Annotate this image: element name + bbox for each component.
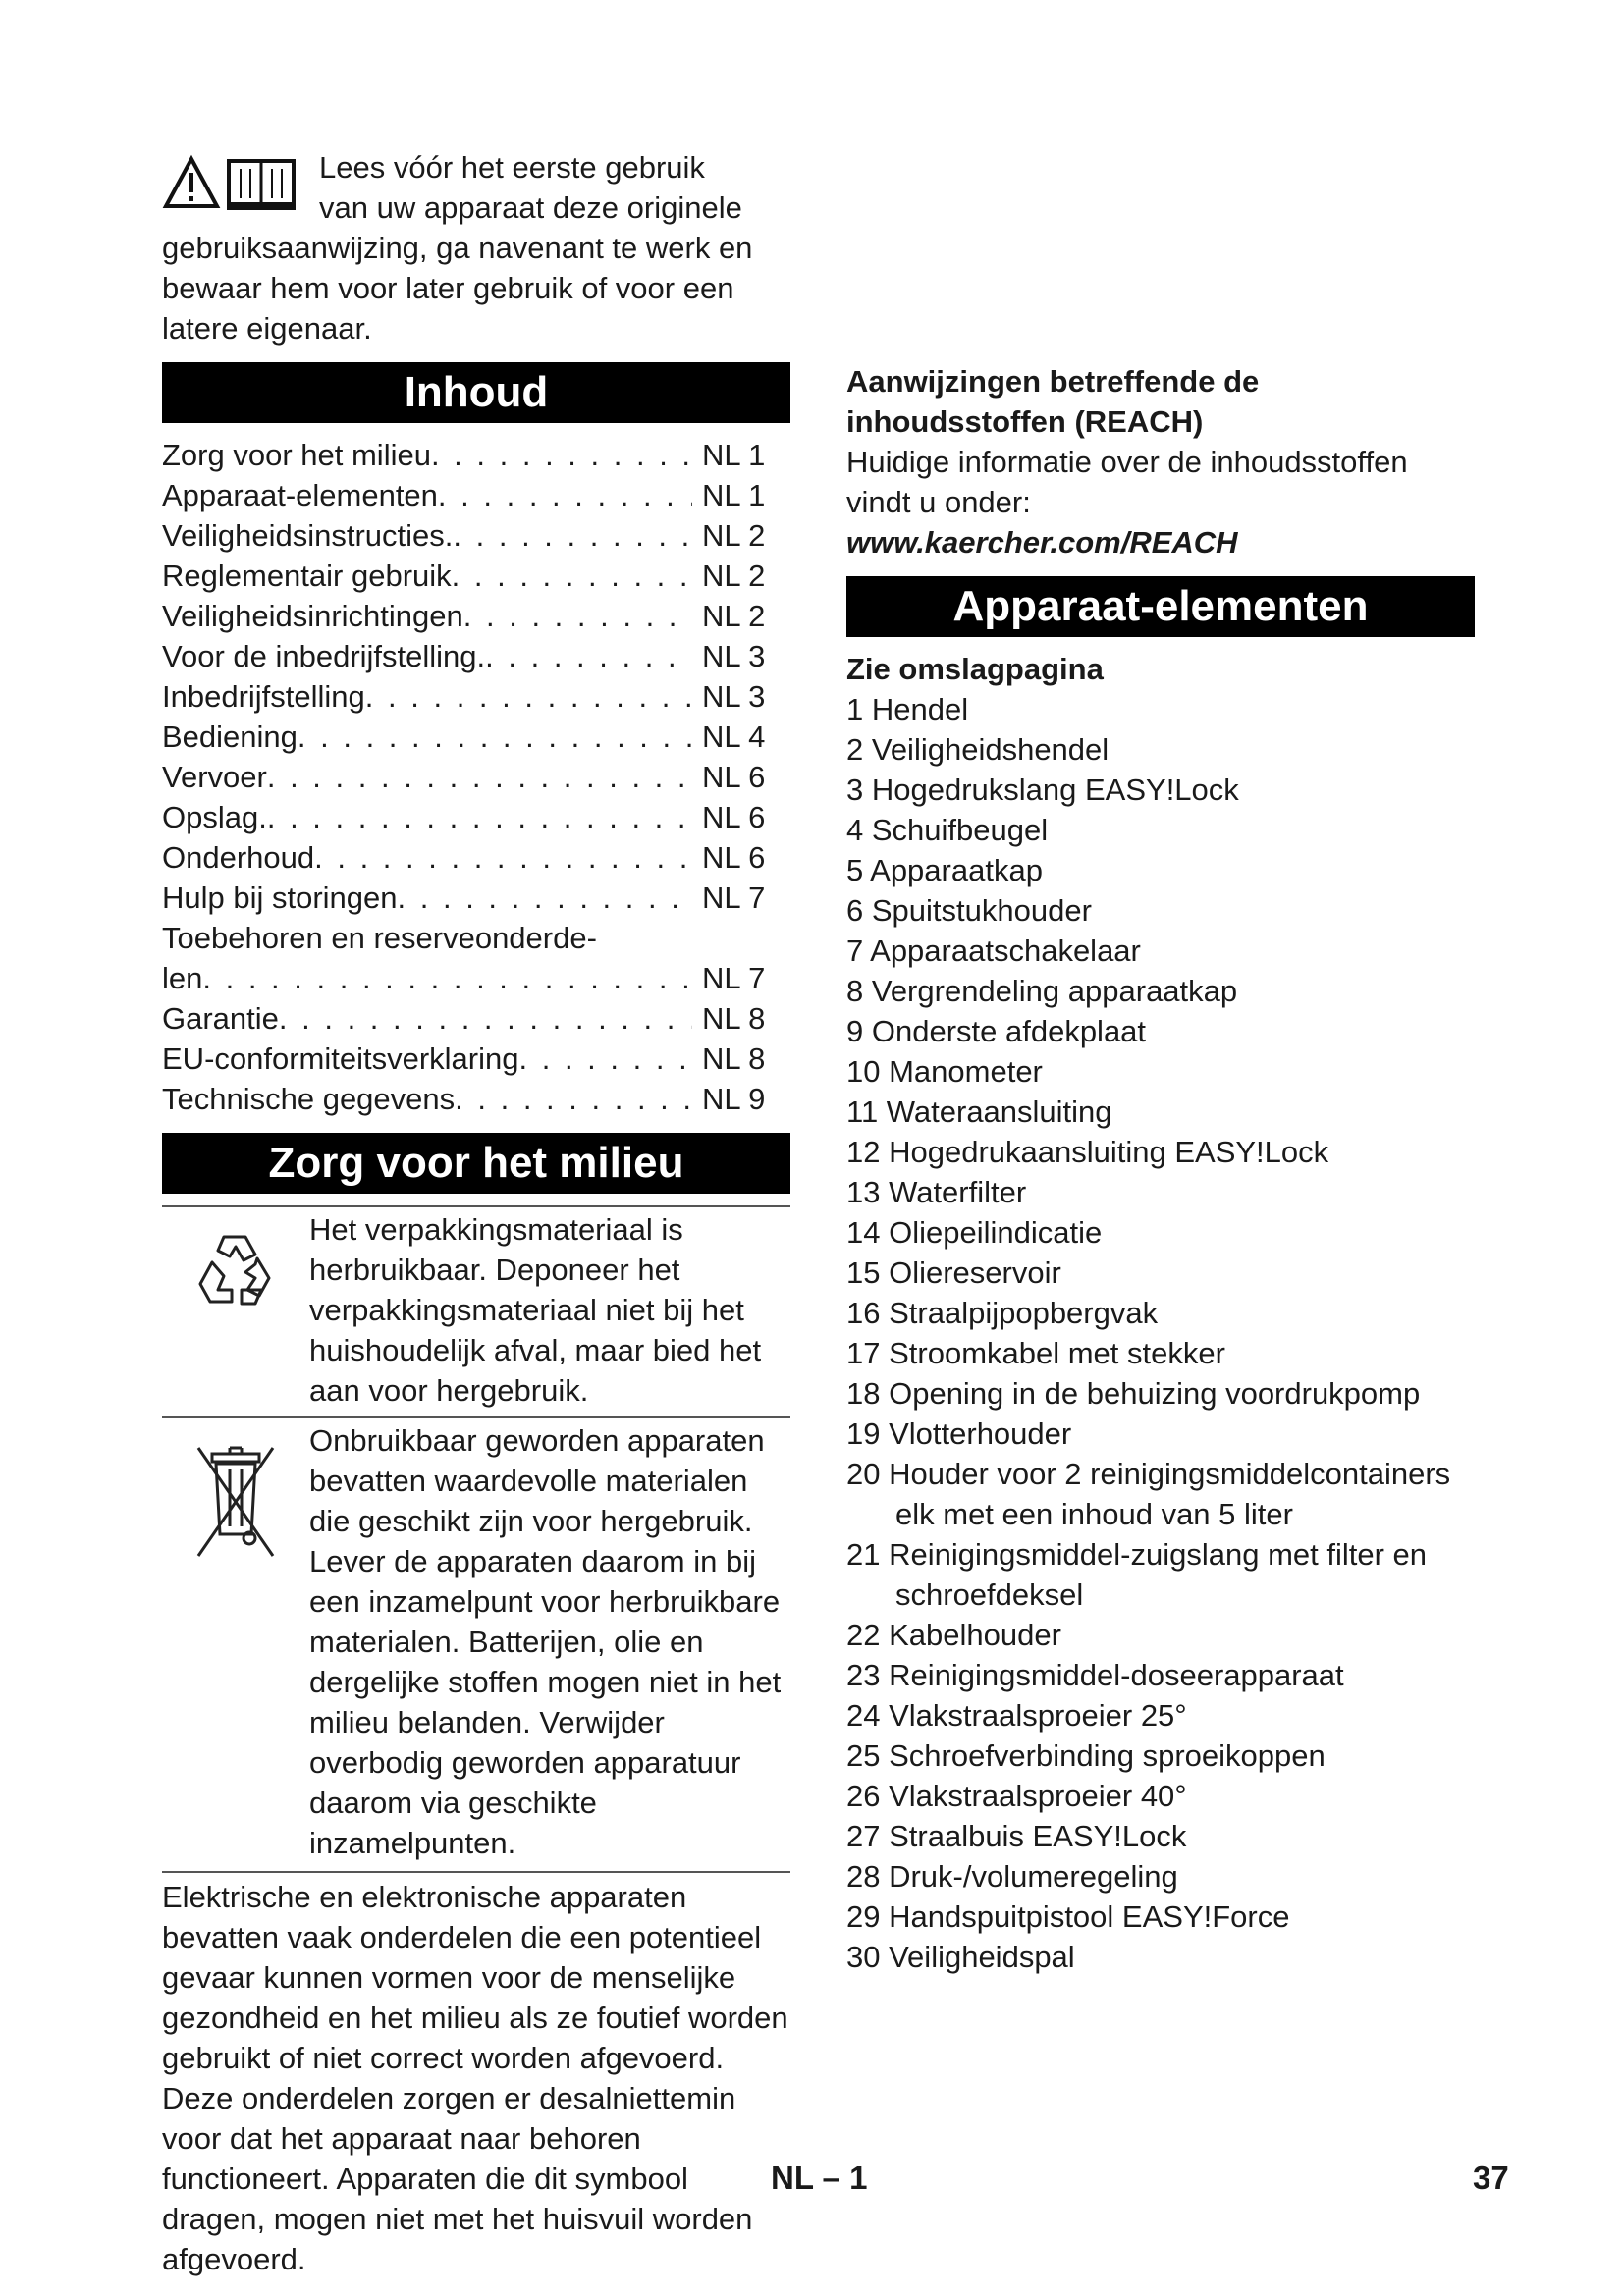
- intro-line-2: van uw apparaat deze originele: [319, 190, 742, 225]
- manual-book-icon: [227, 161, 296, 208]
- toc-entry[interactable]: [162, 878, 790, 918]
- elements-list: [846, 689, 1475, 1977]
- list-item: 17 Stroomkabel met stekker: [846, 1336, 1225, 1370]
- crossed-bin-icon: [187, 1440, 285, 1568]
- divider: [162, 1871, 790, 1873]
- list-item: 16 Straalpijpopbergvak: [846, 1296, 1159, 1330]
- elements-subheading: Zie omslagpagina: [846, 652, 1104, 686]
- list-item: 7 Apparaatschakelaar: [846, 934, 1141, 968]
- toc-entry[interactable]: [162, 837, 790, 878]
- toc-entry-title: EU-conformiteitsverklaring: [162, 1041, 519, 1076]
- toc-entry[interactable]: [162, 918, 790, 958]
- list-item: 27 Straalbuis EASY!Lock: [846, 1819, 1187, 1853]
- toc-entry[interactable]: [162, 1039, 790, 1079]
- right-column: [846, 361, 1475, 1977]
- toc-entry-title: Inbedrijfstelling: [162, 679, 365, 714]
- toc-entry-page: NL 9: [702, 1082, 766, 1116]
- left-column: [162, 147, 790, 2279]
- toc-entry[interactable]: [162, 596, 790, 636]
- list-item: 10 Manometer: [846, 1054, 1043, 1089]
- list-item: 3 Hogedrukslang EASY!Lock: [846, 773, 1239, 807]
- list-item: 11 Wateraansluiting: [846, 1095, 1112, 1129]
- toc-entry-page: NL 2: [702, 599, 766, 633]
- packaging-notice: [162, 1205, 790, 1416]
- list-item: 28 Druk-/volumeregeling: [846, 1859, 1178, 1894]
- warning-manual-icon: [162, 153, 309, 214]
- electronics-text: Elektrische en elektronische apparaten bevatten vaak onderdelen die een potentieel gevaar kunnen vormen voor de menselijke gezondheid en het milieu als ze foutief worden gebruikt of niet correct worden afgevoerd. Deze onderdelen zorgen er desalniettemin voor dat het apparaat naar behoren functioneert. Apparaten die dit symbool dragen, mogen niet met het huisvuil worden afgevoerd.: [162, 1880, 788, 2276]
- list-item: 23 Reinigingsmiddel-doseerapparaat: [846, 1658, 1344, 1692]
- toc-entry[interactable]: [162, 797, 790, 837]
- toc-heading: Inhoud: [162, 362, 790, 423]
- list-item: 5 Apparaatkap: [846, 853, 1043, 887]
- toc-entry[interactable]: [162, 757, 790, 797]
- toc-entry-page: NL 1: [702, 478, 766, 512]
- list-item: 24 Vlakstraalsproeier 25°: [846, 1698, 1187, 1733]
- list-item: 26 Vlakstraalsproeier 40°: [846, 1779, 1187, 1813]
- toc-entry-page: NL 8: [702, 1001, 766, 1036]
- toc-entry[interactable]: [162, 636, 790, 676]
- toc-entry-title: Garantie: [162, 1001, 279, 1036]
- list-item: 12 Hogedrukaansluiting EASY!Lock: [846, 1135, 1329, 1169]
- toc-entry-title: Voor de inbedrijfstelling.: [162, 639, 486, 673]
- toc-entry[interactable]: [162, 1079, 790, 1119]
- toc-entry-page: NL 2: [702, 559, 766, 593]
- disposal-notice: [162, 1416, 790, 1869]
- toc-entry-page: NL 7: [702, 961, 766, 995]
- environment-heading: Zorg voor het milieu: [162, 1133, 790, 1194]
- toc-entry-page: NL 6: [702, 840, 766, 875]
- toc-entry[interactable]: [162, 435, 790, 475]
- toc-entry-page: NL 3: [702, 679, 766, 714]
- reach-heading: Aanwijzingen betreffende de inhoudsstoffen (REACH): [846, 364, 1260, 439]
- toc-entry-page: NL 6: [702, 800, 766, 834]
- list-item: 30 Veiligheidspal: [846, 1940, 1075, 1974]
- toc-entry-title: Onderhoud: [162, 840, 315, 875]
- reach-text: Huidige informatie over de inhoudsstoffen vindt u onder:: [846, 445, 1408, 519]
- list-item: 25 Schroefverbinding sproeikoppen: [846, 1738, 1326, 1773]
- list-item: 18 Opening in de behuizing voordrukpomp: [846, 1376, 1421, 1411]
- toc-entry[interactable]: [162, 958, 790, 998]
- toc-entry-page: NL 4: [702, 720, 766, 754]
- toc-entry-title: Bediening: [162, 720, 298, 754]
- toc-entry-title: Reglementair gebruik: [162, 559, 452, 593]
- list-item: 20 Houder voor 2 reinigingsmiddelcontainers elk met een inhoud van 5 liter: [846, 1457, 1451, 1531]
- toc-entry-title: Veiligheidsinstructies.: [162, 518, 454, 553]
- intro-notice: [162, 147, 790, 348]
- toc-entry-page: NL 3: [702, 639, 766, 673]
- toc-entry-title: Veiligheidsinrichtingen: [162, 599, 463, 633]
- recycle-icon: [187, 1229, 285, 1317]
- toc-entry-page: NL 8: [702, 1041, 766, 1076]
- toc-entry-title: Toebehoren en reserveonderde-: [162, 921, 597, 955]
- toc-entry[interactable]: [162, 676, 790, 717]
- list-item: 4 Schuifbeugel: [846, 813, 1049, 847]
- toc-entry-title: len: [162, 961, 203, 995]
- list-item: 21 Reinigingsmiddel-zuigslang met filter en schroefdeksel: [846, 1537, 1428, 1612]
- toc-entry[interactable]: [162, 515, 790, 556]
- warning-triangle-icon: [166, 159, 217, 206]
- list-item: 8 Vergrendeling apparaatkap: [846, 974, 1238, 1008]
- list-item: 14 Oliepeilindicatie: [846, 1215, 1103, 1250]
- table-of-contents: [162, 435, 790, 1119]
- toc-entry-title: Vervoer: [162, 760, 267, 794]
- list-item: 9 Onderste afdekplaat: [846, 1014, 1147, 1048]
- list-item: 22 Kabelhouder: [846, 1618, 1061, 1652]
- toc-entry-title: Technische gegevens: [162, 1082, 456, 1116]
- list-item: 15 Oliereservoir: [846, 1255, 1061, 1290]
- list-item: 1 Hendel: [846, 692, 969, 726]
- toc-entry[interactable]: [162, 556, 790, 596]
- toc-entry[interactable]: [162, 998, 790, 1039]
- footer-section-label: NL – 1: [771, 2160, 868, 2196]
- list-item: 13 Waterfilter: [846, 1175, 1027, 1209]
- list-item: 19 Vlotterhouder: [846, 1416, 1072, 1451]
- toc-entry-title: Apparaat-elementen: [162, 478, 438, 512]
- toc-entry-title: Opslag.: [162, 800, 267, 834]
- toc-entry[interactable]: [162, 475, 790, 515]
- intro-text: gebruiksaanwijzing, ga navenant te werk en bewaar hem voor later gebruik of voor een latere eigenaar.: [162, 231, 753, 346]
- list-item: 29 Handspuitpistool EASY!Force: [846, 1899, 1290, 1934]
- toc-entry-title: Zorg voor het milieu: [162, 438, 431, 472]
- toc-entry-page: NL 1: [702, 438, 766, 472]
- intro-line-1: Lees vóór het eerste gebruik: [319, 150, 705, 185]
- footer-page-number: 37: [1473, 2160, 1509, 2196]
- toc-entry-page: NL 2: [702, 518, 766, 553]
- toc-entry-page: NL 7: [702, 881, 766, 915]
- list-item: 2 Veiligheidshendel: [846, 732, 1110, 767]
- elements-heading: Apparaat-elementen: [846, 576, 1475, 637]
- packaging-text: Het verpakkingsmateriaal is herbruikbaar. Deponeer het verpakkingsmateriaal niet bij het huishoudelijk afval, maar bied het aan voor hergebruik.: [309, 1212, 762, 1408]
- disposal-text: Onbruikbaar geworden apparaten bevatten waardevolle materialen die geschikt zijn voor hergebruik. Lever de apparaten daarom in bij een inzamelpunt voor herbruikbare materialen. Batterijen, olie en dergelijke stoffen mogen niet in het milieu belanden. Verwijder overbodig geworden apparatuur daarom via geschikte inzamelpunten.: [309, 1423, 782, 1860]
- reach-link[interactable]: www.kaercher.com/REACH: [846, 525, 1238, 560]
- toc-entry-page: NL 6: [702, 760, 766, 794]
- list-item: 6 Spuitstukhouder: [846, 893, 1092, 928]
- toc-entry[interactable]: [162, 717, 790, 757]
- toc-entry-title: Hulp bij storingen: [162, 881, 398, 915]
